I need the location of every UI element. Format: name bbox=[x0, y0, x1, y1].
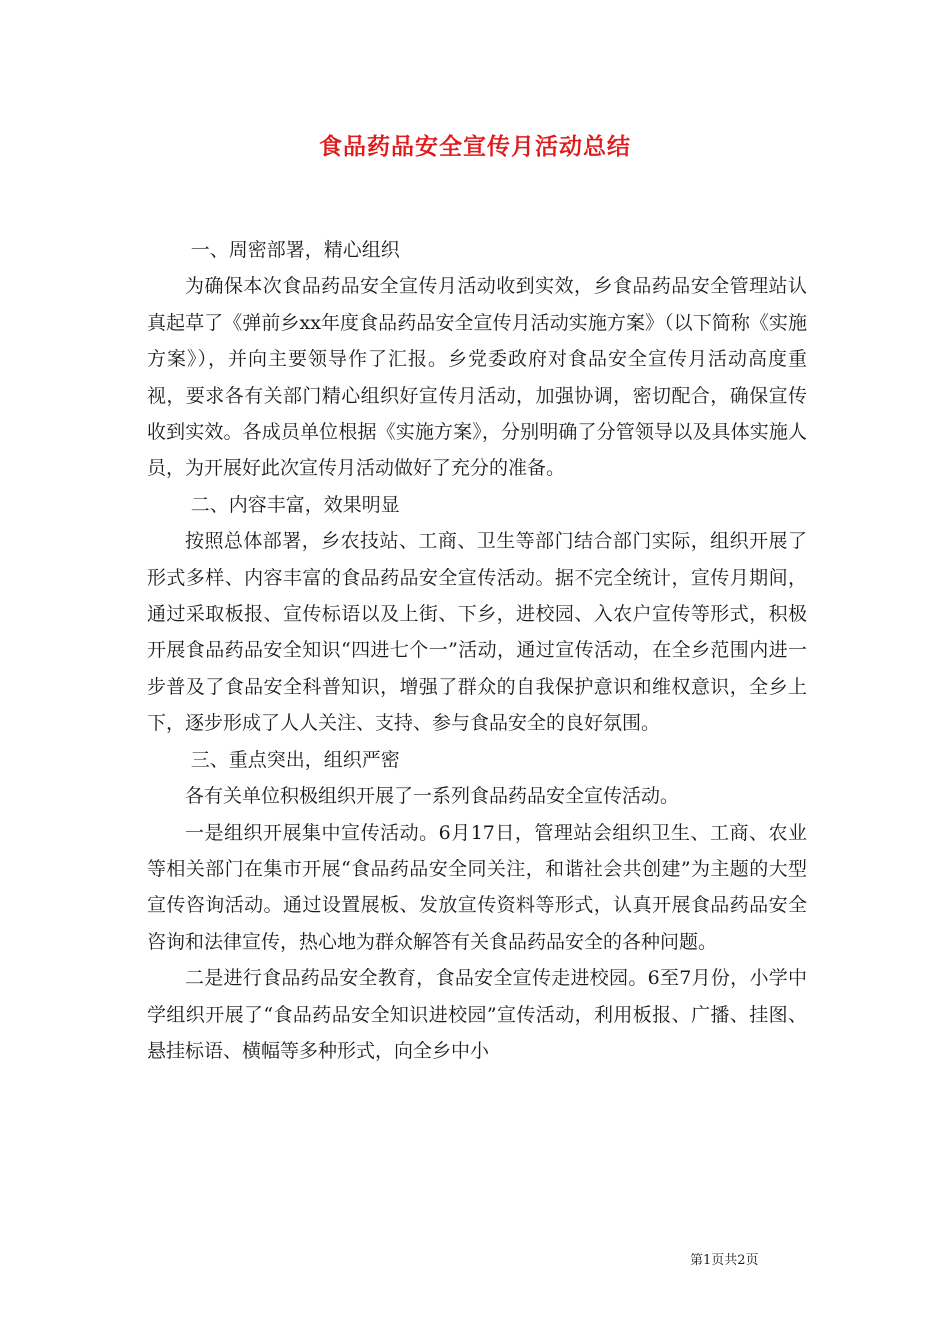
section-heading-2: 二、内容丰富，效果明显 bbox=[190, 493, 400, 516]
section-heading-1: 一、周密部署，精心组织 bbox=[190, 239, 400, 261]
paragraph-4: 一是组织开展集中宣传活动。6月17日，管理站会组织卫生、工商、农业等相关部门在集市开展“食品药品安全同关注，和谐社会共创建”为主题的大型宣传咨询活动。通过设置展板、发放宣传资料等形式，认真开展食品药品安全咨询和法律宣传，热心地为群众解答有关食品药品安全的各种问题。 bbox=[147, 821, 807, 953]
paragraph-5: 二是进行食品药品安全教育，食品安全宣传走进校园。6至7月份，小学中学组织开展了“食品药品安全知识进校园”宣传活动，利用板报、广播、挂图、悬挂标语、横幅等多种形式，向全乡中小 bbox=[147, 967, 807, 1062]
document-body bbox=[147, 232, 807, 1069]
paragraph-1: 为确保本次食品药品安全宣传月活动收到实效，乡食品药品安全管理站认真起草了《弹前乡xx年度食品药品安全宣传月活动实施方案》（以下简称《实施方案》），并向主要领导作了汇报。乡党委政府对食品安全宣传月活动高度重视，要求各有关部门精心组织好宣传月活动，加强协调，密切配合，确保宣传收到实效。各成员单位根据《实施方案》，分别明确了分管领导以及具体实施人员，为开展好此次宣传月活动做好了充分的准备。 bbox=[147, 275, 807, 480]
page-number: 第1页共2页 bbox=[690, 1253, 759, 1268]
section-heading-3: 三、重点突出，组织严密 bbox=[190, 748, 400, 771]
paragraph-2: 按照总体部署，乡农技站、工商、卫生等部门结合部门实际，组织开展了形式多样、内容丰富的食品药品安全宣传活动。据不完全统计，宣传月期间，通过采取板报、宣传标语以及上街、下乡，进校园、入农户宣传等形式，积极开展食品药品安全知识“四进七个一”活动，通过宣传活动，在全乡范围内进一步普及了食品安全科普知识，增强了群众的自我保护意识和维权意识，全乡上下，逐步形成了人人关注、支持、参与食品安全的良好氛围。 bbox=[147, 530, 807, 735]
paragraph-3: 各有关单位积极组织开展了一系列食品药品安全宣传活动。 bbox=[185, 785, 680, 808]
document-title: 食品药品安全宣传月活动总结 bbox=[319, 133, 631, 160]
